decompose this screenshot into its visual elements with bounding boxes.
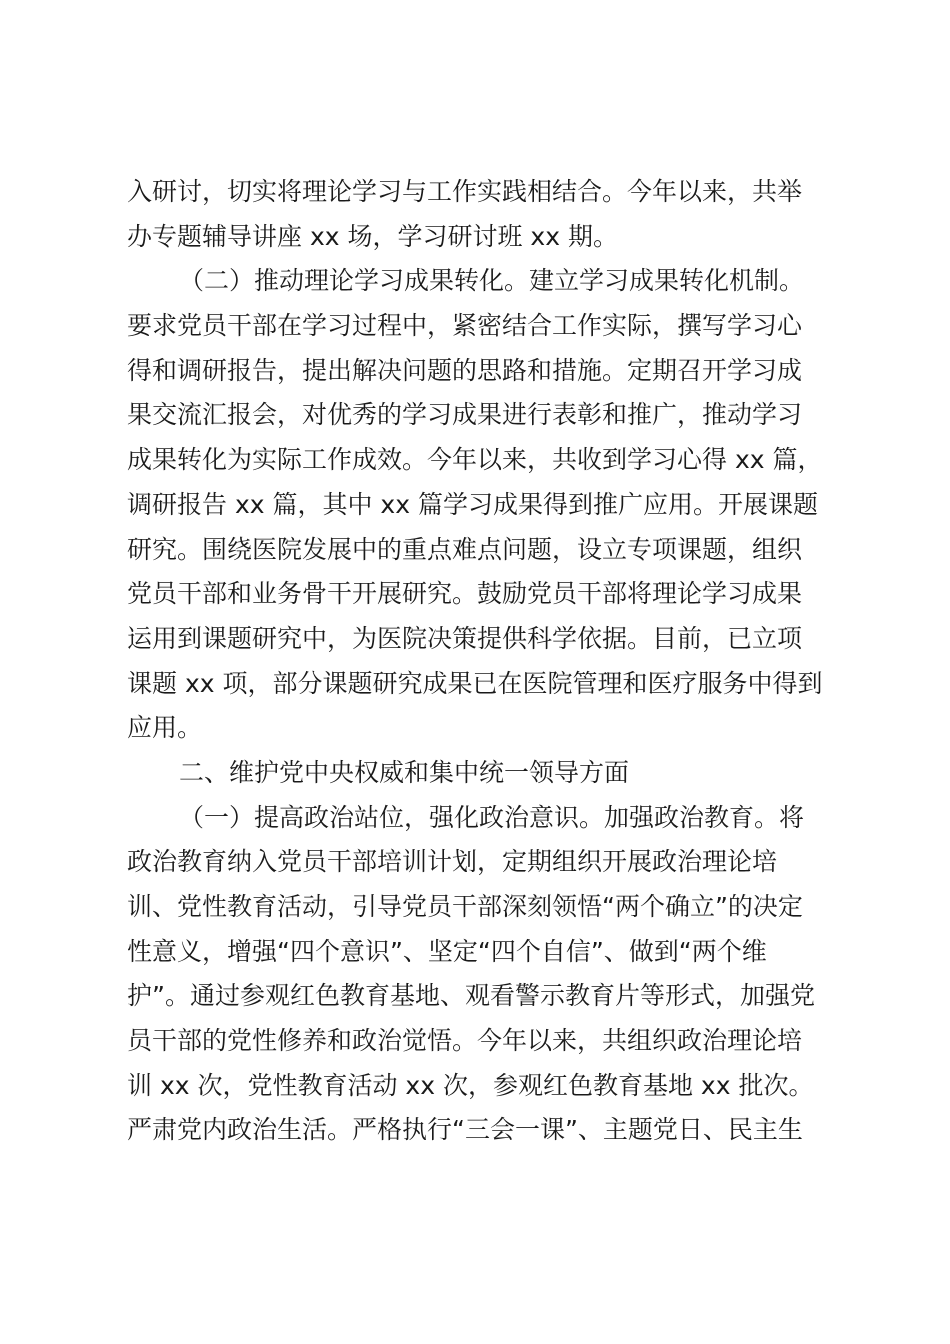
text-line: 应用。 bbox=[127, 713, 203, 743]
text-line: 课题 xx 项，部分课题研究成果已在医院管理和医疗服务中得到 bbox=[127, 668, 823, 698]
text-line: 研究。围绕医院发展中的重点难点问题，设立专项课题，组织 bbox=[127, 534, 803, 564]
text-line: 成果转化为实际工作成效。今年以来，共收到学习心得 xx 篇， bbox=[127, 445, 823, 475]
document-body bbox=[127, 170, 827, 1153]
text-line: 政治教育纳入党员干部培训计划，定期组织开展政治理论培 bbox=[127, 847, 778, 877]
text-line: 入研讨，切实将理论学习与工作实践相结合。今年以来，共举 bbox=[127, 177, 803, 206]
text-line: 党员干部和业务骨干开展研究。鼓励党员干部将理论学习成果 bbox=[127, 579, 803, 609]
text-line: 性意义，增强“四个意识”、坚定“四个自信”、做到“两个维 bbox=[127, 936, 767, 966]
text-line: 要求党员干部在学习过程中，紧密结合工作实际，撰写学习心 bbox=[127, 311, 803, 341]
text-line: 得和调研报告，提出解决问题的思路和措施。定期召开学习成 bbox=[127, 355, 803, 385]
text-line: （二）推动理论学习成果转化。建立学习成果转化机制。 bbox=[179, 266, 805, 296]
text-line: 训 xx 次，党性教育活动 xx 次，参观红色教育基地 xx 批次。 bbox=[127, 1070, 814, 1100]
text-line: 护”。通过参观红色教育基地、观看警示教育片等形式，加强党 bbox=[127, 981, 815, 1011]
text-line: （一）提高政治站位，强化政治意识。加强政治教育。将 bbox=[179, 802, 805, 832]
text-line: 调研报告 xx 篇，其中 xx 篇学习成果得到推广应用。开展课题 bbox=[127, 489, 818, 519]
text-line: 运用到课题研究中，为医院决策提供科学依据。目前，已立项 bbox=[127, 623, 803, 653]
text-line: 二、维护党中央权威和集中统一领导方面 bbox=[179, 757, 630, 787]
text-line: 训、党性教育活动，引导党员干部深刻领悟“两个确立”的决定 bbox=[127, 892, 803, 921]
text-line: 员干部的党性修养和政治觉悟。今年以来，共组织政治理论培 bbox=[127, 1026, 803, 1056]
text-line: 严肃党内政治生活。严格执行“三会一课”、主题党日、民主生 bbox=[127, 1115, 803, 1145]
text-line: 果交流汇报会，对优秀的学习成果进行表彰和推广，推动学习 bbox=[127, 400, 803, 430]
text-line: 办专题辅导讲座 xx 场，学习研讨班 xx 期。 bbox=[127, 221, 618, 251]
